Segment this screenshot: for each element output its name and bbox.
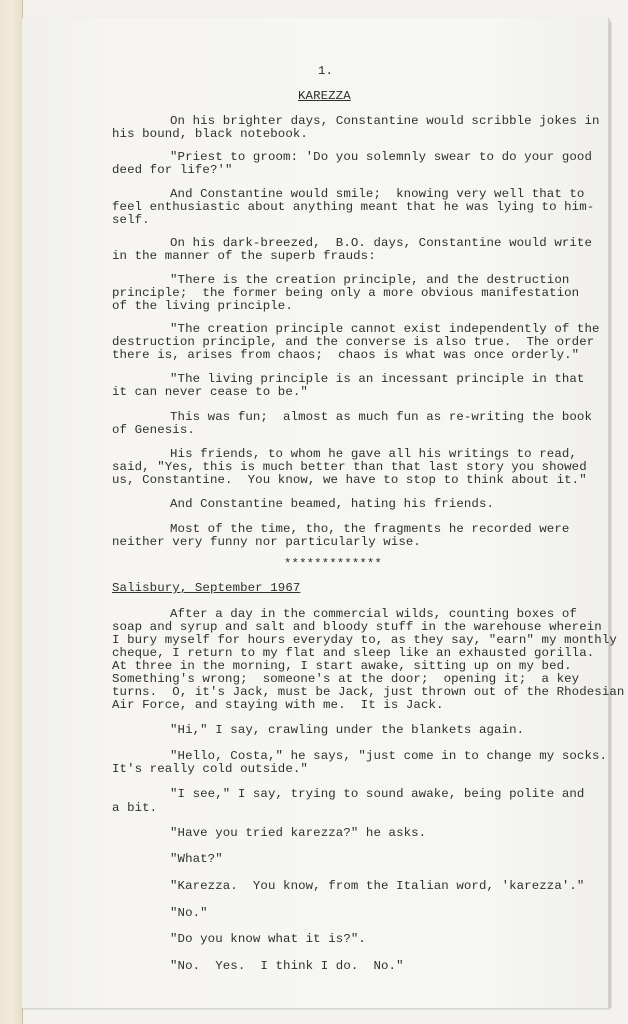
text-line: On his dark-breezed, B.O. days, Constantine would write (170, 236, 592, 250)
text-line: neither very funny nor particularly wise. (112, 535, 421, 549)
text-line: of Genesis. (112, 423, 195, 437)
text-line: principle; the former being only a more obvious manifestation (112, 286, 580, 300)
text-line: "Karezza. You know, from the Italian word, 'karezza'." (170, 879, 585, 893)
text-line: deed for life?'" (112, 163, 233, 177)
text-line: "The living principle is an incessant principle in that (170, 372, 585, 386)
text-line: His friends, to whom he gave all his writings to read, (170, 447, 577, 461)
text-line: it can never cease to be." (112, 385, 308, 399)
text-line: "Priest to groom: 'Do you solemnly swear to do your good (170, 150, 592, 164)
text-line: Most of the time, tho, the fragments he recorded were (170, 522, 570, 536)
text-line: "Hi," I say, crawling under the blankets again. (170, 723, 525, 737)
text-line: soap and syrup and salt and bloody stuff in the warehouse wherein (112, 620, 602, 634)
text-line: At three in the morning, I start awake, sitting up on my bed. (112, 659, 572, 673)
page-title: KAREZZA (298, 89, 351, 103)
text-line: "What?" (170, 852, 223, 866)
text-line: in the manner of the superb frauds: (112, 249, 376, 263)
text-line: Something's wrong; someone's at the door; opening it; a key (112, 672, 580, 686)
text-line: cheque, I return to my flat and sleep like an exhausted gorilla. (112, 646, 595, 660)
text-line: his bound, black notebook. (112, 127, 308, 141)
section-heading: Salisbury, September 1967 (112, 581, 301, 595)
text-line: destruction principle, and the converse is also true. The order (112, 335, 595, 349)
text-line: This was fun; almost as much fun as re-writing the book (170, 410, 592, 424)
typewritten-page (22, 18, 625, 1008)
page-number: 1. (318, 64, 334, 78)
text-line: there is, arises from chaos; chaos is what was once orderly." (112, 348, 580, 362)
text-line: On his brighter days, Constantine would scribble jokes in (170, 114, 600, 128)
text-line: It's really cold outside." (112, 762, 308, 776)
text-line: us, Constantine. You know, we have to stop to think about it." (112, 473, 587, 487)
text-line: turns. O, it's Jack, must be Jack, just thrown out of the Rhodesian (112, 685, 625, 699)
text-line: After a day in the commercial wilds, counting boxes of (170, 607, 577, 621)
separator: ************* (284, 557, 382, 571)
text-line: Air Force, and staying with me. It is Jack. (112, 698, 444, 712)
text-line: "I see," I say, trying to sound awake, being polite and (170, 787, 585, 801)
text-line: "No. Yes. I think I do. No." (170, 959, 404, 973)
text-line: "There is the creation principle, and the destruction (170, 273, 570, 287)
text-line: a bit. (112, 801, 158, 815)
text-line: "Hello, Costa," he says, "just come in to change my socks. (170, 749, 608, 763)
text-line: "No." (170, 906, 208, 920)
text-line: "Do you know what it is?". (170, 932, 366, 946)
text-line: said, "Yes, this is much better than that last story you showed (112, 460, 587, 474)
text-line: self. (112, 213, 150, 227)
text-line: "Have you tried karezza?" he asks. (170, 826, 427, 840)
text-line: feel enthusiastic about anything meant that he was lying to him- (112, 200, 595, 214)
text-line: I bury myself for hours everyday to, as they say, "earn" my monthly (112, 633, 617, 647)
text-line: "The creation principle cannot exist independently of the (170, 322, 600, 336)
text-line: And Constantine beamed, hating his friends. (170, 497, 495, 511)
text-line: of the living principle. (112, 299, 293, 313)
book-binding (0, 0, 23, 1024)
text-line: And Constantine would smile; knowing very well that to (170, 187, 585, 201)
